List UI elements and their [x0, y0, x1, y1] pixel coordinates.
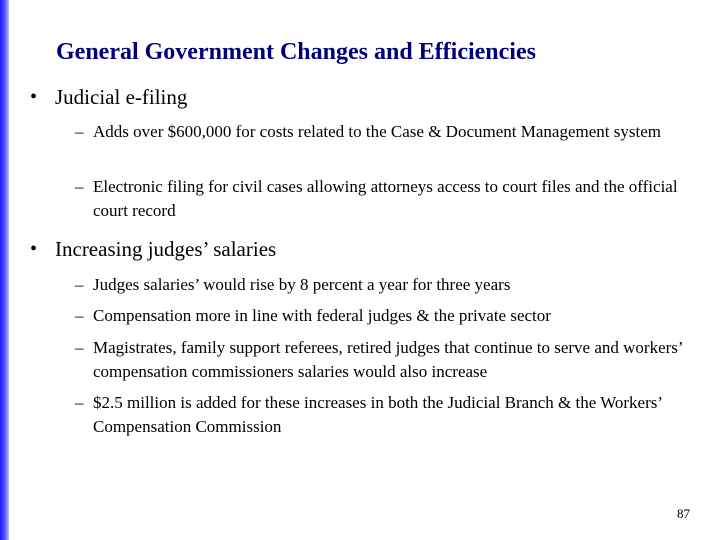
- left-accent-bar: [0, 0, 9, 540]
- dash-marker: –: [75, 122, 84, 141]
- subpoint-text: $2.5 million is added for these increases in both the Judicial Branch & the Workers’ Compensation Commission: [93, 393, 662, 436]
- page-number: 87: [677, 506, 690, 521]
- subpoint-text: Electronic filing for civil cases allowing attorneys access to court files and the official court record: [93, 177, 678, 220]
- dash-marker: –: [75, 275, 84, 294]
- subpoint-item: [75, 391, 715, 439]
- dash-marker: –: [75, 338, 84, 357]
- bullet-label: Judicial e-filing: [55, 85, 188, 109]
- bullet-marker: •: [30, 86, 38, 108]
- subpoint-item: [75, 120, 715, 144]
- dash-marker: –: [75, 177, 84, 196]
- subpoint-text: Magistrates, family support referees, retired judges that continue to serve and workers’ compensation commissioners salaries would also increase: [93, 338, 683, 381]
- bullet-marker: •: [30, 238, 38, 260]
- subpoint-item: [75, 336, 715, 384]
- subpoint-text: Adds over $600,000 for costs related to the Case & Document Management system: [93, 122, 661, 141]
- subpoint-item: [75, 304, 715, 328]
- subpoint-item: [75, 175, 715, 223]
- slide-title: General Government Changes and Efficiencies: [56, 39, 536, 65]
- bullet-label: Increasing judges’ salaries: [55, 237, 277, 261]
- dash-marker: –: [75, 393, 84, 412]
- subpoint-text: Compensation more in line with federal judges & the private sector: [93, 306, 551, 325]
- dash-marker: –: [75, 306, 84, 325]
- subpoint-item: [75, 273, 715, 297]
- subpoint-text: Judges salaries’ would rise by 8 percent a year for three years: [93, 275, 511, 294]
